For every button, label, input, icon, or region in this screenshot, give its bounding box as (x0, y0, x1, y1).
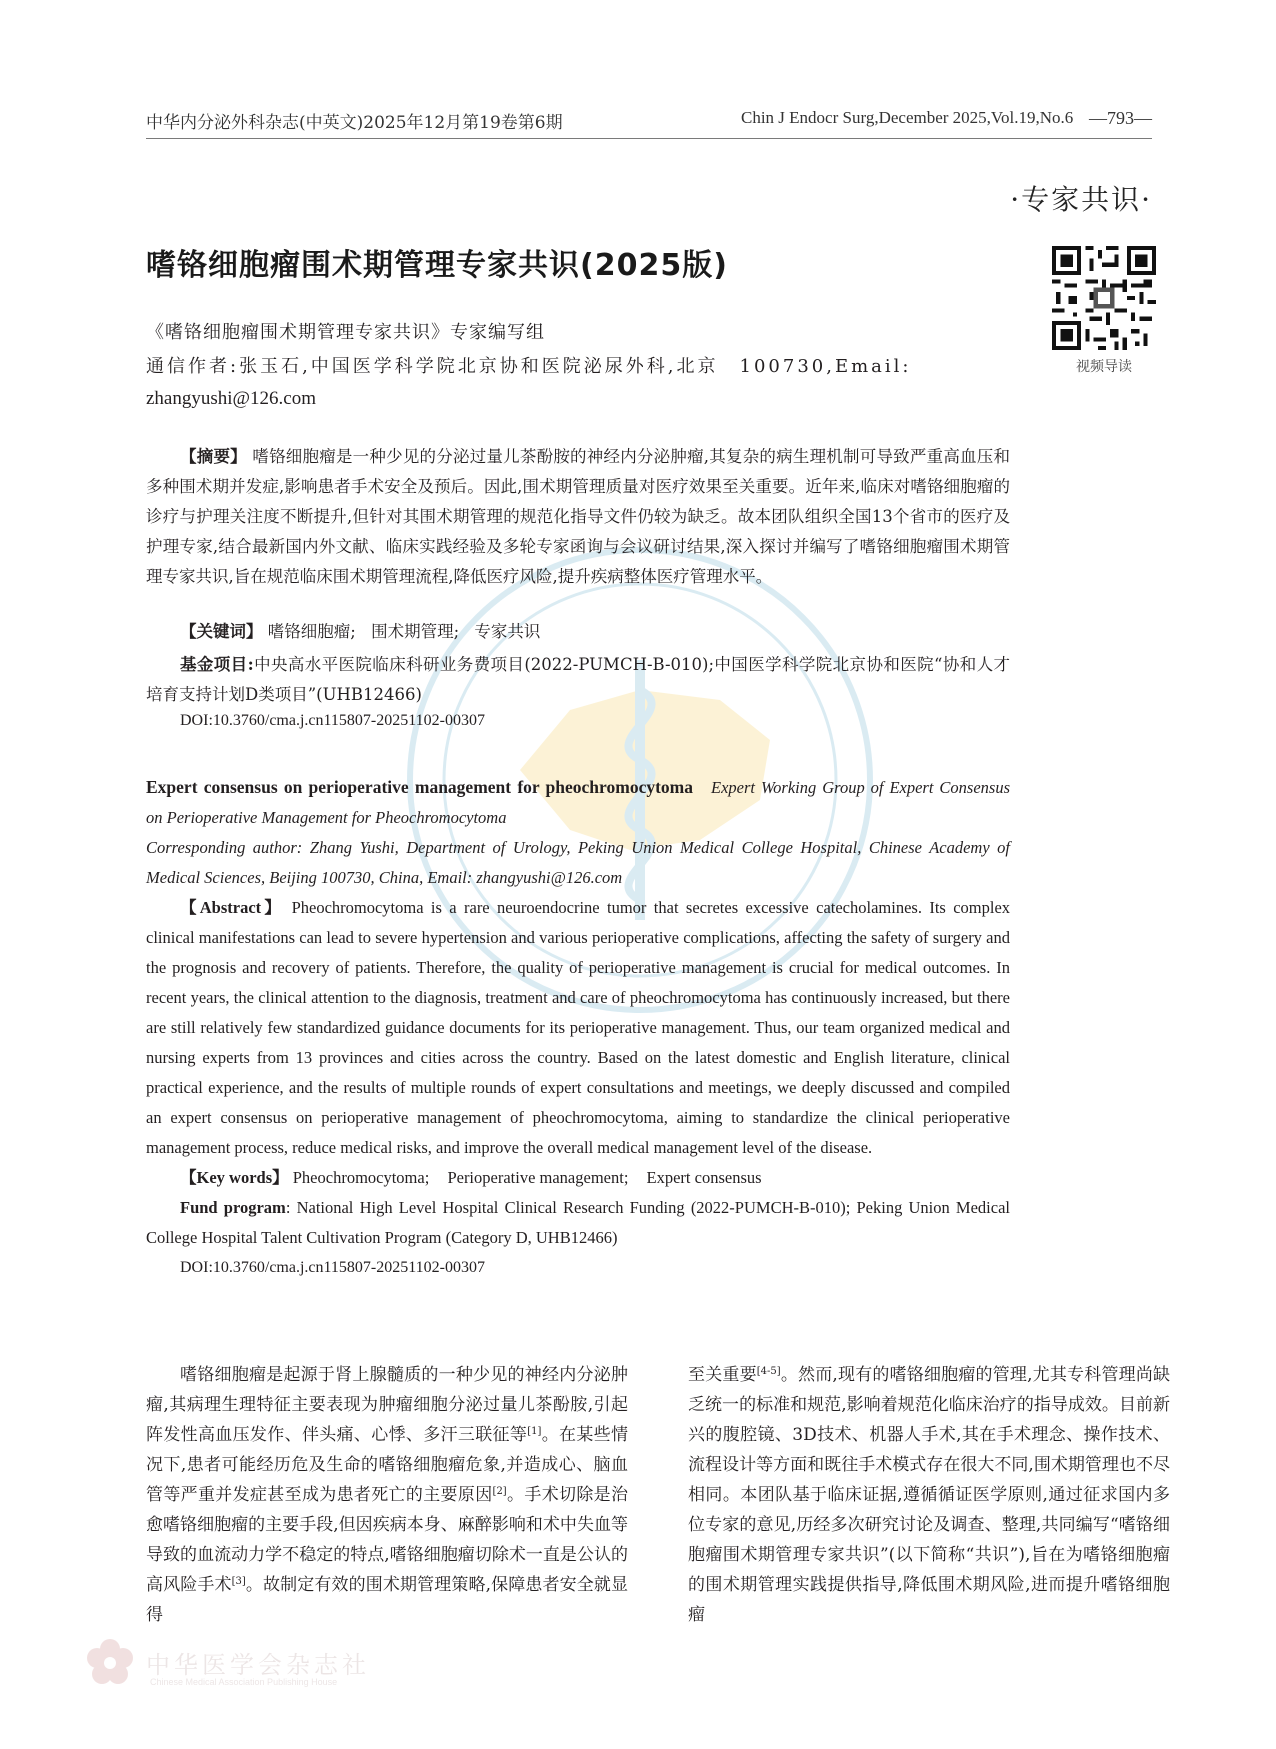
body-column-right (688, 1360, 1170, 1630)
publisher-logo (84, 1635, 684, 1695)
body-text: 。故制定有效的围术期管理策略,保障患者安全就显得 (146, 1575, 629, 1625)
doi-en[interactable]: DOI:10.3760/cma.j.cn115807-20251102-00307 (180, 1259, 485, 1276)
qr-code-icon[interactable] (1052, 246, 1156, 350)
author-group-en: Expert Working Group of Expert Consensus on Perioperative Management for Pheochromocytoma (146, 778, 1010, 827)
journal-name-cn: 中华内分泌外科杂志(中英文)2025年12月第19卷第6期 (146, 113, 563, 133)
corresponding-email[interactable]: zhangyushi@126.com (146, 388, 316, 409)
fund-cn-label: 基金项目: (180, 655, 254, 674)
keywords-en-label: 【Key words】 (180, 1168, 289, 1187)
fund-en-text: : National High Level Hospital Clinical Research Funding (2022-PUMCH-B-010); Peking Union Medical College Hospital Talent Cultivation Program (Category D, UHB12466) (146, 1198, 1010, 1247)
body-text: 至关重要 (688, 1365, 757, 1385)
abstract-en-label: 【Abstract】 (180, 898, 285, 917)
keywords-en (146, 1163, 1010, 1193)
keywords-cn (180, 618, 550, 642)
abstract-en (146, 893, 1010, 1163)
keyword-en: Perioperative management; (447, 1168, 629, 1187)
publisher-name-en: Chinese Medical Association Publishing House (150, 1677, 338, 1687)
corresponding-author-en: Corresponding author: Zhang Yushi, Department of Urology, Peking Union Medical College Hospital, Chinese Academy of Medical Sciences, Beijing 100730, China, Email: zhangyushi@126.com (146, 838, 1010, 887)
fund-cn-text: 中央高水平医院临床科研业务费项目(2022-PUMCH-B-010);中国医学科学院北京协和医院“协和人才培育支持计划D类项目”(UHB12466) (146, 655, 1011, 704)
section-label: ·专家共识· (1010, 183, 1152, 216)
page-number: —793— (1089, 108, 1152, 128)
keyword-cn: 围术期管理; (371, 622, 460, 641)
body-column-left (146, 1360, 628, 1630)
keyword-cn: 嗜铬细胞瘤; (267, 622, 356, 641)
flower-logo-icon (84, 1637, 136, 1689)
keyword-en: Pheochromocytoma; (292, 1168, 430, 1187)
body-text: 嗜铬细胞瘤是起源于肾上腺髓质的一种少见的神经内分泌肿瘤,其病理生理特征主要表现为肿瘤细胞分泌过量儿茶酚胺,引起阵发性高血压发作、伴头痛、心悸、多汗三联征等 (146, 1365, 628, 1445)
running-header (146, 106, 1152, 139)
citation-ref[interactable]: [3] (231, 1576, 246, 1587)
qr-caption: 视频导读 (1076, 359, 1132, 375)
fund-cn (146, 650, 1010, 710)
citation-ref[interactable]: [1] (527, 1426, 542, 1437)
publisher-name: 中华医学会杂志社 (146, 1651, 370, 1679)
article-title: 嗜铬细胞瘤围术期管理专家共识(2025版) (146, 248, 728, 283)
body-text: 。然而,现有的嗜铬细胞瘤的管理,尤其专科管理尚缺乏统一的标准和规范,影响着规范化临床治疗的指导成效。目前新兴的腹腔镜、3D技术、机器人手术,其在手术理念、操作技术、流程设计等方面和既往手术模式存在很大不同,围术期管理也不尽相同。本团队基于临床证据,遵循循证医学原则,通过征求国内多位专家的意见,历经多次研究讨论及调查、整理,共同编写“嗜铬细胞瘤围术期管理专家共识”(以下简称“共识”),旨在为嗜铬细胞瘤的围术期管理实践提供指导,降低围术期风险,进而提升嗜铬细胞瘤 (688, 1365, 1171, 1625)
body-text: 。在某些情况下,患者可能经历危及生命的嗜铬细胞瘤危象,并造成心、脑血管等严重并发症甚至成为患者死亡的主要原因 (146, 1425, 629, 1505)
keywords-cn-label: 【关键词】 (180, 622, 263, 641)
abstract-cn (146, 442, 1010, 592)
author-group: 《嗜铬细胞瘤围术期管理专家共识》专家编写组 (146, 322, 545, 343)
abstract-en-text: Pheochromocytoma is a rare neuroendocrine tumor that secretes excessive catecholamines. Its complex clinical manifestations can lead to severe hypertension and various perioperative complications, affecting the safety of surgery and the prognosis and recovery of patients. Therefore, the quality of perioperative management is crucial for medical outcomes. In recent years, the clinical attention to the diagnosis, treatment and care of pheochromocytoma has continuously increased, but there are still relatively few standardized guidance documents for its perioperative management. Thus, our team organized medical and nursing experts from 13 provinces and cities across the country. Based on the latest domestic and English literature, clinical practical experience, and the results of multiple rounds of expert consultations and meetings, we deeply discussed and compiled an expert consensus on perioperative management of pheochromocytoma, aiming to standardize the clinical perioperative management process, reduce medical risks, and improve the overall medical management level of the disease. (146, 898, 1011, 1157)
keyword-en: Expert consensus (646, 1168, 762, 1187)
keyword-cn: 专家共识 (474, 622, 541, 641)
english-front-matter (146, 772, 1010, 1283)
doi-cn[interactable]: DOI:10.3760/cma.j.cn115807-20251102-00307 (180, 712, 485, 729)
fund-en-label: Fund program (180, 1198, 286, 1217)
journal-name-en: Chin J Endocr Surg,December 2025,Vol.19,No.6 (741, 108, 1074, 127)
citation-ref[interactable]: [2] (492, 1486, 507, 1497)
abstract-cn-text: 嗜铬细胞瘤是一种少见的分泌过量儿茶酚胺的神经内分泌肿瘤,其复杂的病生理机制可导致严重高血压和多种围术期并发症,影响患者手术安全及预后。因此,围术期管理质量对医疗效果至关重要。近年来,临床对嗜铬细胞瘤的诊疗与护理关注度不断提升,但针对其围术期管理的规范化指导文件仍较为缺乏。故本团队组织全国13个省市的医疗及护理专家,结合最新国内外文献、临床实践经验及多轮专家函询与会议研讨结果,深入探讨并编写了嗜铬细胞瘤围术期管理专家共识,旨在规范临床围术期管理流程,降低医疗风险,提升疾病整体医疗管理水平。 (146, 447, 1011, 586)
corresponding-author (146, 352, 1016, 409)
corresponding-author-text: 通信作者:张玉石,中国医学科学院北京协和医院泌尿外科,北京 100730,Email: (146, 356, 912, 377)
abstract-cn-label: 【摘要】 (180, 447, 247, 466)
title-en: Expert consensus on perioperative management for pheochromocytoma (146, 777, 693, 797)
fund-en (146, 1193, 1010, 1253)
body-text: 。手术切除是治愈嗜铬细胞瘤的主要手段,但因疾病本身、麻醉影响和术中失血等导致的血流动力学不稳定的特点,嗜铬细胞瘤切除术一直是公认的高风险手术 (146, 1485, 629, 1595)
citation-ref[interactable]: [4-5] (756, 1366, 781, 1377)
